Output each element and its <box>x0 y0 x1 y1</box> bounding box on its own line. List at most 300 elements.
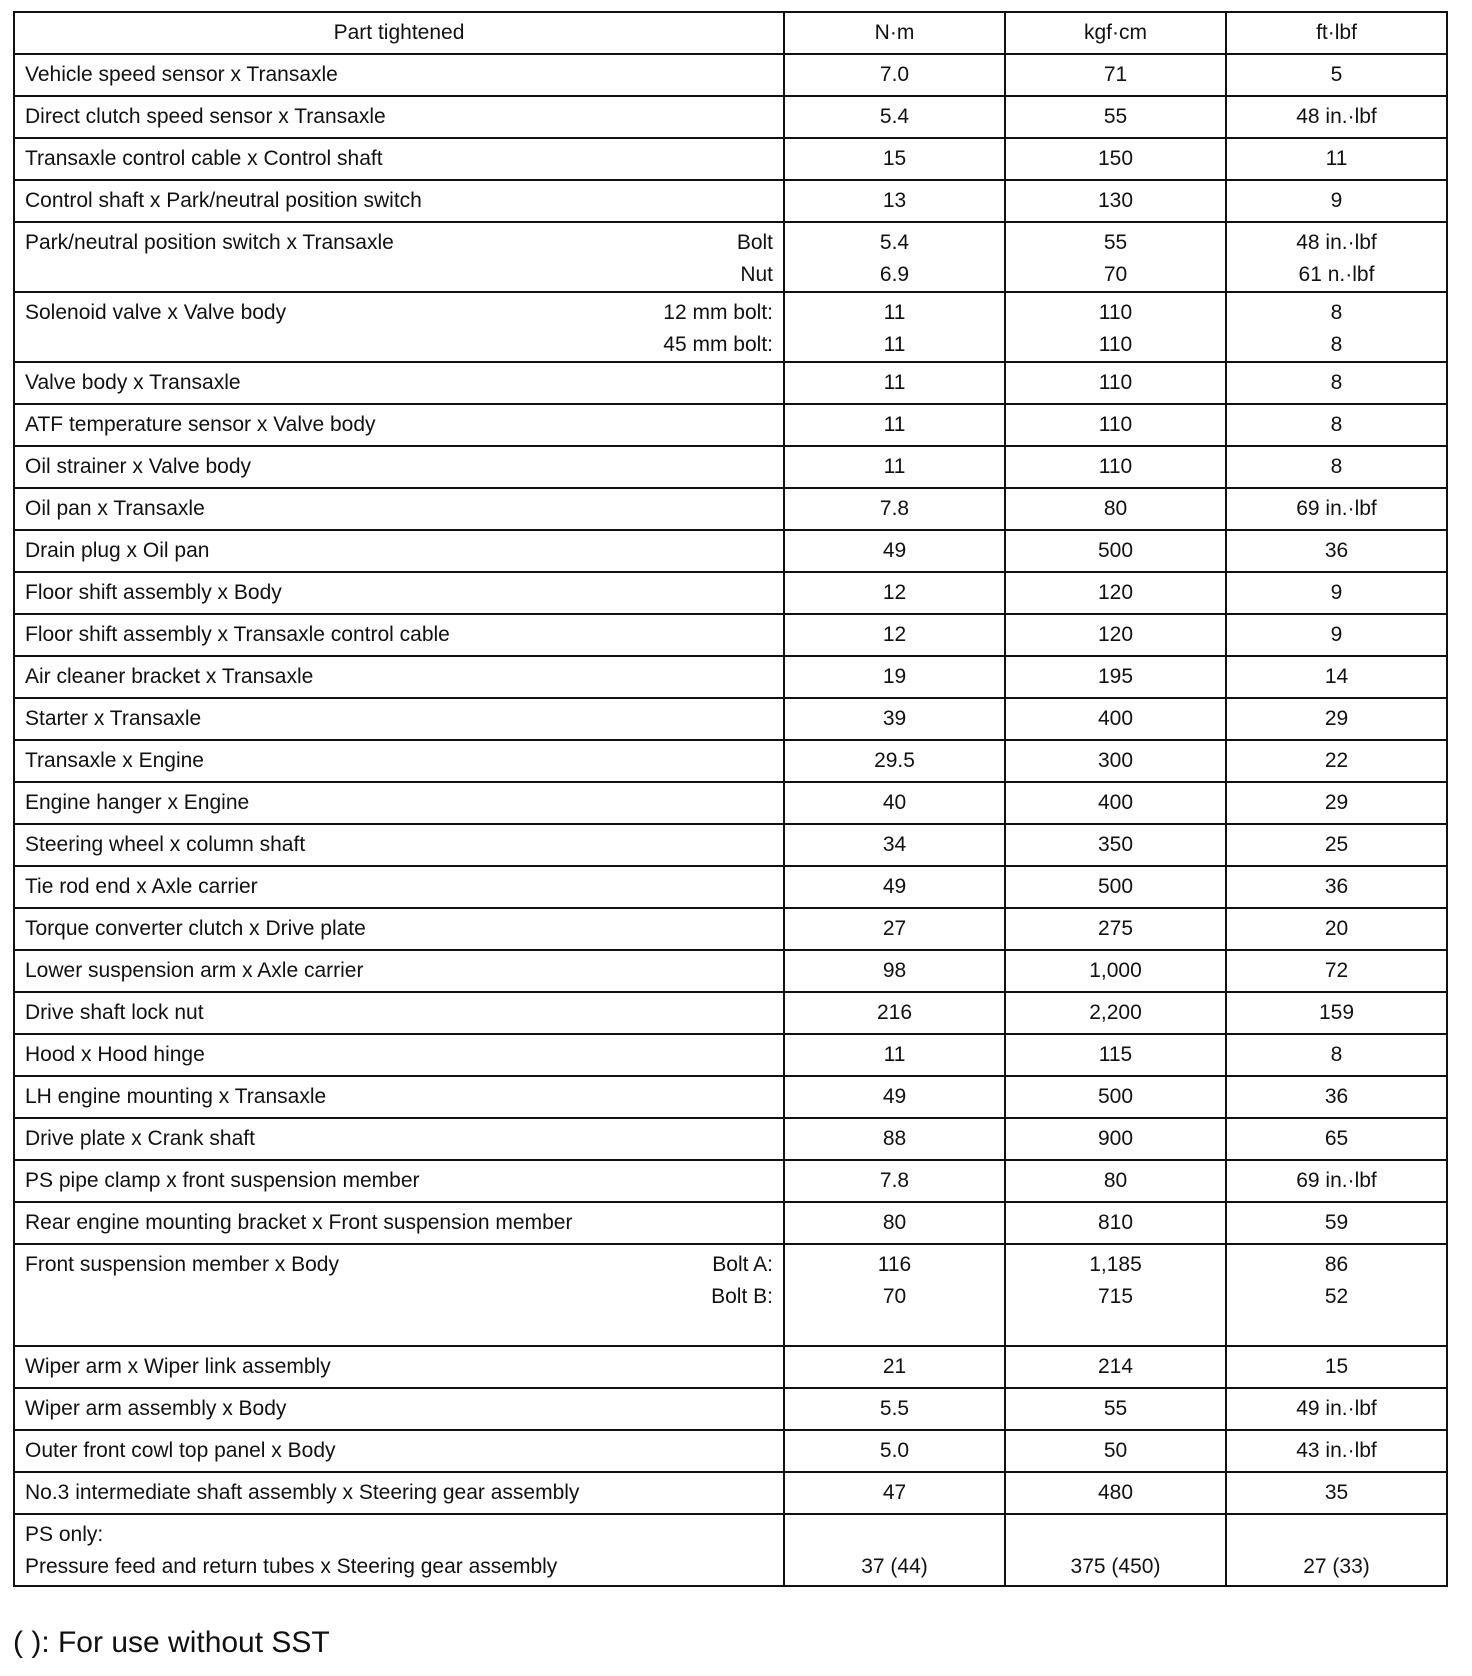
torque-value-kgf: 300 <box>1097 749 1134 772</box>
torque-ft-cell <box>1226 1346 1447 1388</box>
torque-value-ft: 48 in.·lbf <box>1296 231 1377 254</box>
torque-value-ft: 22 <box>1324 749 1349 772</box>
cell-line <box>25 405 773 445</box>
torque-value-ft: 20 <box>1324 917 1349 940</box>
torque-kgf-cell <box>1005 54 1226 96</box>
part-name: Wiper arm x Wiper link assembly <box>25 1355 331 1378</box>
torque-value-nm: 11 <box>883 455 906 478</box>
table-row <box>14 54 1447 96</box>
torque-ft-cell <box>1226 572 1447 614</box>
torque-ft-cell <box>1226 908 1447 950</box>
table-header-row <box>14 12 1447 54</box>
table-row <box>14 1346 1447 1388</box>
torque-value-kgf: 50 <box>1103 1439 1128 1462</box>
torque-kgf-cell <box>1005 1160 1226 1202</box>
torque-value-nm: 88 <box>882 1127 907 1150</box>
part-name: Control shaft x Park/neutral position switch <box>25 189 422 212</box>
torque-ft-cell <box>1226 656 1447 698</box>
cell-line <box>25 259 773 291</box>
torque-nm-cell <box>784 614 1005 656</box>
torque-kgf-cell <box>1005 222 1226 292</box>
torque-value-kgf: 500 <box>1097 539 1134 562</box>
torque-value-nm: 7.0 <box>879 63 910 86</box>
torque-value-kgf: 1,185 <box>1089 1253 1142 1276</box>
torque-value-kgf: 480 <box>1097 1481 1134 1504</box>
torque-value-kgf: 80 <box>1103 497 1128 520</box>
torque-value-nm: 27 <box>882 917 907 940</box>
torque-value-nm: 216 <box>876 1001 913 1024</box>
torque-value-ft: 5 <box>1330 63 1343 86</box>
torque-value-kgf: 110 <box>1098 333 1133 356</box>
part-name: Hood x Hood hinge <box>25 1043 205 1066</box>
torque-value-ft: 8 <box>1330 413 1343 436</box>
torque-kgf-cell <box>1005 740 1226 782</box>
torque-nm-cell <box>784 446 1005 488</box>
torque-value-ft <box>1227 1519 1446 1551</box>
torque-value-nm: 11 <box>883 301 906 324</box>
torque-value-ft: 8 <box>1330 455 1343 478</box>
part-name: ATF temperature sensor x Valve body <box>25 413 376 436</box>
torque-ft-cell <box>1226 740 1447 782</box>
torque-nm-cell <box>784 362 1005 404</box>
torque-nm-cell <box>784 866 1005 908</box>
torque-kgf-cell <box>1005 824 1226 866</box>
part-tightened-cell <box>14 1118 784 1160</box>
table-row <box>14 222 1447 292</box>
torque-value-nm: 7.8 <box>879 1169 910 1192</box>
torque-value-nm: 49 <box>882 539 907 562</box>
part-name: Direct clutch speed sensor x Transaxle <box>25 105 386 128</box>
torque-value-kgf: 55 <box>1103 1397 1128 1420</box>
torque-kgf-cell <box>1005 866 1226 908</box>
table-row <box>14 1034 1447 1076</box>
footnote-sst: ( ): For use without SST <box>13 1626 330 1659</box>
torque-value-kgf: 110 <box>1098 301 1133 324</box>
cell-line <box>25 993 773 1033</box>
part-tightened-cell <box>14 222 784 292</box>
torque-value-kgf: 900 <box>1097 1127 1134 1150</box>
torque-kgf-cell <box>1005 1076 1226 1118</box>
torque-ft-cell <box>1226 1514 1447 1586</box>
table-row <box>14 404 1447 446</box>
torque-value-nm: 11 <box>883 371 906 394</box>
torque-value-kgf: 120 <box>1097 623 1134 646</box>
torque-kgf-cell <box>1005 180 1226 222</box>
torque-ft-cell <box>1226 222 1447 292</box>
torque-value-nm: 21 <box>882 1355 907 1378</box>
torque-nm-cell <box>784 54 1005 96</box>
torque-kgf-cell <box>1005 1430 1226 1472</box>
torque-value-kgf: 150 <box>1097 147 1134 170</box>
part-name: Wiper arm assembly x Body <box>25 1397 287 1420</box>
part-tightened-cell <box>14 96 784 138</box>
part-tightened-cell <box>14 362 784 404</box>
part-tightened-cell <box>14 292 784 362</box>
part-name: Oil strainer x Valve body <box>25 455 252 478</box>
cell-line <box>25 909 773 949</box>
torque-value-ft: 25 <box>1324 833 1349 856</box>
torque-ft-cell <box>1226 404 1447 446</box>
part-tightened-cell <box>14 1202 784 1244</box>
part-name: Solenoid valve x Valve body <box>25 301 287 324</box>
torque-value-kgf: 130 <box>1097 189 1134 212</box>
torque-value-ft: 159 <box>1318 1001 1355 1024</box>
table-row <box>14 362 1447 404</box>
torque-value-kgf: 115 <box>1098 1043 1133 1066</box>
torque-ft-cell <box>1226 292 1447 362</box>
torque-value-nm: 13 <box>882 189 907 212</box>
table-row <box>14 824 1447 866</box>
part-name: PS only: <box>25 1523 104 1546</box>
cell-line <box>25 1281 773 1313</box>
torque-kgf-cell <box>1005 1388 1226 1430</box>
part-tightened-cell <box>14 1160 784 1202</box>
part-tightened-cell <box>14 1346 784 1388</box>
part-tightened-cell <box>14 908 784 950</box>
torque-value-ft: 11 <box>1325 147 1348 170</box>
torque-kgf-cell <box>1005 488 1226 530</box>
torque-value-ft: 59 <box>1324 1211 1349 1234</box>
torque-kgf-cell <box>1005 698 1226 740</box>
table-row <box>14 488 1447 530</box>
part-tightened-cell <box>14 530 784 572</box>
torque-nm-cell <box>784 1118 1005 1160</box>
torque-value-ft: 15 <box>1324 1355 1349 1378</box>
part-name: Drive plate x Crank shaft <box>25 1127 255 1150</box>
table-row <box>14 740 1447 782</box>
cell-line <box>25 1077 773 1117</box>
part-tightened-cell <box>14 488 784 530</box>
part-name: PS pipe clamp x front suspension member <box>25 1169 420 1192</box>
table-row <box>14 1244 1447 1346</box>
torque-kgf-cell <box>1005 1346 1226 1388</box>
part-name: Outer front cowl top panel x Body <box>25 1439 336 1462</box>
cell-line <box>25 1161 773 1201</box>
torque-value-kgf: 71 <box>1103 63 1128 86</box>
part-tightened-cell <box>14 656 784 698</box>
torque-kgf-cell <box>1005 614 1226 656</box>
torque-value-kgf: 110 <box>1098 413 1133 436</box>
part-tightened-cell <box>14 54 784 96</box>
table-body <box>14 54 1447 1586</box>
table-row <box>14 782 1447 824</box>
part-tightened-cell <box>14 866 784 908</box>
torque-value-ft: 9 <box>1330 189 1343 212</box>
torque-value-ft: 72 <box>1324 959 1349 982</box>
torque-kgf-cell <box>1005 1472 1226 1514</box>
part-name: No.3 intermediate shaft assembly x Steering gear assembly <box>25 1481 580 1504</box>
torque-value-ft: 35 <box>1324 1481 1349 1504</box>
torque-value-ft: 9 <box>1330 581 1343 604</box>
cell-line <box>25 573 773 613</box>
torque-nm-cell <box>784 1034 1005 1076</box>
torque-value-kgf: 214 <box>1097 1355 1134 1378</box>
part-name: Drive shaft lock nut <box>25 1001 204 1024</box>
fastener-label: Nut <box>740 263 773 286</box>
part-tightened-cell <box>14 1076 784 1118</box>
part-name: Transaxle control cable x Control shaft <box>25 147 383 170</box>
part-tightened-cell <box>14 1514 784 1586</box>
header-newton-meter: N·m <box>784 12 1005 54</box>
part-tightened-cell <box>14 698 784 740</box>
torque-ft-cell <box>1226 1388 1447 1430</box>
torque-ft-cell <box>1226 96 1447 138</box>
torque-value-kgf: 195 <box>1097 665 1134 688</box>
fastener-label: 45 mm bolt: <box>663 333 773 356</box>
part-name: Air cleaner bracket x Transaxle <box>25 665 314 688</box>
torque-value-kgf: 110 <box>1098 371 1133 394</box>
torque-value-nm: 7.8 <box>879 497 910 520</box>
cell-line <box>25 1347 773 1387</box>
torque-value-kgf: 810 <box>1097 1211 1134 1234</box>
torque-value-kgf <box>1006 1519 1225 1551</box>
part-name: Starter x Transaxle <box>25 707 202 730</box>
torque-value-ft: 36 <box>1324 875 1349 898</box>
cell-line <box>25 1519 773 1551</box>
torque-value-nm: 19 <box>882 665 907 688</box>
torque-ft-cell <box>1226 950 1447 992</box>
cell-line <box>25 741 773 781</box>
part-name: Tie rod end x Axle carrier <box>25 875 258 898</box>
table-row <box>14 866 1447 908</box>
torque-value-ft: 9 <box>1330 623 1343 646</box>
table-row <box>14 1202 1447 1244</box>
part-tightened-cell <box>14 740 784 782</box>
torque-value-nm: 15 <box>882 147 907 170</box>
cell-line <box>25 657 773 697</box>
part-name: Floor shift assembly x Body <box>25 581 282 604</box>
torque-ft-cell <box>1226 1202 1447 1244</box>
torque-ft-cell <box>1226 614 1447 656</box>
torque-nm-cell <box>784 404 1005 446</box>
table-row <box>14 1388 1447 1430</box>
torque-kgf-cell <box>1005 908 1226 950</box>
torque-kgf-cell <box>1005 1034 1226 1076</box>
torque-specification-table <box>13 11 1448 1587</box>
torque-ft-cell <box>1226 866 1447 908</box>
fastener-label: 12 mm bolt: <box>663 301 773 324</box>
part-name: LH engine mounting x Transaxle <box>25 1085 327 1108</box>
cell-line <box>25 489 773 529</box>
torque-nm-cell <box>784 1388 1005 1430</box>
torque-ft-cell <box>1226 54 1447 96</box>
torque-value-ft: 65 <box>1324 1127 1349 1150</box>
torque-nm-cell <box>784 740 1005 782</box>
part-name: Engine hanger x Engine <box>25 791 250 814</box>
torque-kgf-cell <box>1005 1514 1226 1586</box>
torque-value-kgf: 55 <box>1103 105 1128 128</box>
cell-line <box>25 1119 773 1159</box>
torque-value-kgf: 55 <box>1103 231 1128 254</box>
torque-value-kgf: 400 <box>1097 707 1134 730</box>
part-name: Pressure feed and return tubes x Steering gear assembly <box>25 1555 558 1578</box>
torque-value-kgf: 500 <box>1097 1085 1134 1108</box>
part-tightened-cell <box>14 782 784 824</box>
table-row <box>14 1160 1447 1202</box>
torque-kgf-cell <box>1005 404 1226 446</box>
cell-line <box>25 867 773 907</box>
cell-line <box>25 329 773 361</box>
torque-value-ft: 48 in.·lbf <box>1296 105 1377 128</box>
part-tightened-cell <box>14 1244 784 1346</box>
torque-ft-cell <box>1226 180 1447 222</box>
part-name: Oil pan x Transaxle <box>25 497 205 520</box>
torque-ft-cell <box>1226 992 1447 1034</box>
torque-nm-cell <box>784 1160 1005 1202</box>
part-name: Park/neutral position switch x Transaxle <box>25 231 394 254</box>
torque-nm-cell <box>784 1514 1005 1586</box>
torque-value-nm: 49 <box>882 1085 907 1108</box>
table-row <box>14 446 1447 488</box>
torque-value-nm: 80 <box>882 1211 907 1234</box>
cell-line <box>25 951 773 991</box>
part-tightened-cell <box>14 138 784 180</box>
table-row <box>14 950 1447 992</box>
cell-line <box>25 55 773 95</box>
torque-value-nm: 11 <box>883 333 906 356</box>
torque-value-ft: 36 <box>1324 1085 1349 1108</box>
torque-kgf-cell <box>1005 992 1226 1034</box>
torque-value-kgf: 120 <box>1097 581 1134 604</box>
torque-kgf-cell <box>1005 1244 1226 1346</box>
torque-nm-cell <box>784 530 1005 572</box>
part-name: Vehicle speed sensor x Transaxle <box>25 63 338 86</box>
part-tightened-cell <box>14 1388 784 1430</box>
torque-ft-cell <box>1226 530 1447 572</box>
cell-line <box>25 181 773 221</box>
torque-value-nm: 12 <box>882 581 907 604</box>
torque-value-nm: 37 (44) <box>861 1555 928 1578</box>
part-tightened-cell <box>14 1430 784 1472</box>
part-name: Valve body x Transaxle <box>25 371 241 394</box>
torque-nm-cell <box>784 572 1005 614</box>
table-row <box>14 1118 1447 1160</box>
torque-kgf-cell <box>1005 96 1226 138</box>
torque-value-kgf: 2,200 <box>1089 1001 1142 1024</box>
part-name: Floor shift assembly x Transaxle control cable <box>25 623 450 646</box>
cell-line <box>25 97 773 137</box>
fastener-label: Bolt B: <box>711 1285 773 1308</box>
torque-kgf-cell <box>1005 530 1226 572</box>
torque-nm-cell <box>784 1076 1005 1118</box>
torque-value-nm <box>785 1519 1004 1551</box>
torque-value-ft: 61 n.·lbf <box>1298 263 1375 286</box>
part-tightened-cell <box>14 614 784 656</box>
header-kgf-cm: kgf·cm <box>1005 12 1226 54</box>
cell-line <box>25 1551 773 1583</box>
torque-ft-cell <box>1226 1160 1447 1202</box>
torque-value-ft: 14 <box>1324 665 1349 688</box>
torque-nm-cell <box>784 782 1005 824</box>
cell-line <box>25 531 773 571</box>
cell-line <box>25 783 773 823</box>
torque-nm-cell <box>784 908 1005 950</box>
table-row <box>14 138 1447 180</box>
part-name: Lower suspension arm x Axle carrier <box>25 959 364 982</box>
part-name: Drain plug x Oil pan <box>25 539 210 562</box>
part-name: Steering wheel x column shaft <box>25 833 306 856</box>
torque-value-ft: 8 <box>1330 371 1343 394</box>
table-row <box>14 572 1447 614</box>
cell-line <box>25 1473 773 1513</box>
torque-ft-cell <box>1226 138 1447 180</box>
fastener-label: Bolt A: <box>712 1253 773 1276</box>
torque-ft-cell <box>1226 1118 1447 1160</box>
cell-line <box>25 1203 773 1243</box>
cell-line <box>25 139 773 179</box>
torque-value-nm: 6.9 <box>879 263 910 286</box>
torque-ft-cell <box>1226 824 1447 866</box>
torque-kgf-cell <box>1005 572 1226 614</box>
torque-value-nm: 47 <box>882 1481 907 1504</box>
torque-value-kgf: 70 <box>1103 263 1128 286</box>
torque-value-ft: 29 <box>1324 791 1349 814</box>
cell-line <box>25 1389 773 1429</box>
torque-ft-cell <box>1226 1076 1447 1118</box>
torque-value-nm: 11 <box>883 413 906 436</box>
torque-ft-cell <box>1226 362 1447 404</box>
torque-value-nm: 49 <box>882 875 907 898</box>
fastener-label: Bolt <box>736 231 773 254</box>
torque-value-kgf: 350 <box>1097 833 1134 856</box>
torque-ft-cell <box>1226 446 1447 488</box>
part-tightened-cell <box>14 180 784 222</box>
table-row <box>14 1514 1447 1586</box>
part-name: Rear engine mounting bracket x Front suspension member <box>25 1211 573 1234</box>
table-row <box>14 530 1447 572</box>
torque-kgf-cell <box>1005 656 1226 698</box>
torque-value-ft: 8 <box>1330 301 1343 324</box>
table-row <box>14 656 1447 698</box>
torque-nm-cell <box>784 1202 1005 1244</box>
torque-value-kgf: 375 (450) <box>1070 1555 1161 1578</box>
table-row <box>14 1076 1447 1118</box>
torque-value-ft: 49 in.·lbf <box>1296 1397 1377 1420</box>
torque-nm-cell <box>784 180 1005 222</box>
torque-value-nm: 39 <box>882 707 907 730</box>
torque-value-ft: 43 in.·lbf <box>1296 1439 1377 1462</box>
table-row <box>14 992 1447 1034</box>
cell-line <box>25 1249 773 1281</box>
cell-line <box>25 297 773 329</box>
torque-value-kgf: 1,000 <box>1089 959 1142 982</box>
part-tightened-cell <box>14 572 784 614</box>
torque-kgf-cell <box>1005 1118 1226 1160</box>
torque-value-nm: 98 <box>882 959 907 982</box>
header-ft-lbf: ft·lbf <box>1226 12 1447 54</box>
torque-value-ft: 29 <box>1324 707 1349 730</box>
table-row <box>14 1472 1447 1514</box>
torque-value-nm: 116 <box>877 1253 912 1276</box>
torque-kgf-cell <box>1005 1202 1226 1244</box>
torque-value-nm: 5.4 <box>879 105 910 128</box>
torque-kgf-cell <box>1005 292 1226 362</box>
table-row <box>14 96 1447 138</box>
torque-kgf-cell <box>1005 782 1226 824</box>
torque-kgf-cell <box>1005 362 1226 404</box>
table-row <box>14 292 1447 362</box>
torque-nm-cell <box>784 488 1005 530</box>
torque-nm-cell <box>784 292 1005 362</box>
torque-ft-cell <box>1226 1034 1447 1076</box>
part-tightened-cell <box>14 1472 784 1514</box>
cell-line <box>25 1035 773 1075</box>
torque-value-nm: 5.5 <box>879 1397 910 1420</box>
part-tightened-cell <box>14 404 784 446</box>
part-tightened-cell <box>14 992 784 1034</box>
torque-value-ft: 52 <box>1324 1285 1349 1308</box>
torque-value-kgf: 400 <box>1097 791 1134 814</box>
